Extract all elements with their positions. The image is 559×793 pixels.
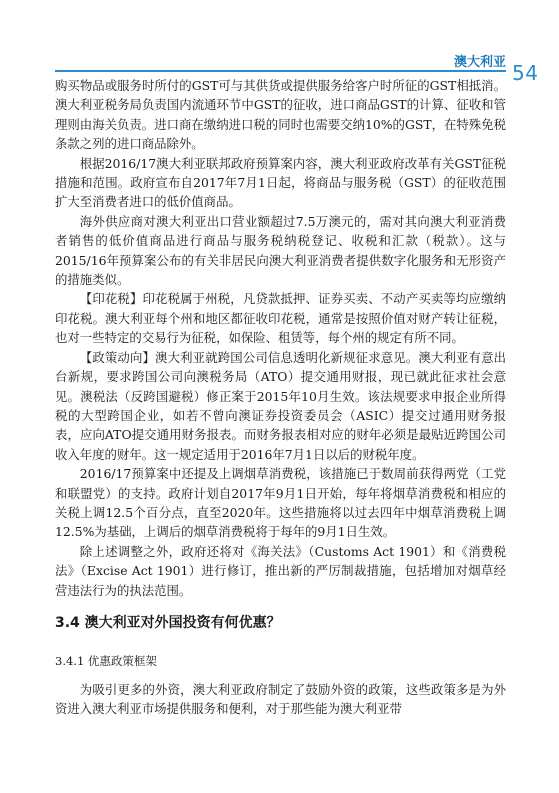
body-text — [55, 76, 506, 600]
paragraph-customs-act: 除上述调整之外，政府还将对《海关法》（Customs Act 1901）和《消费税法》（Excise Act 1901）进行修订，推出新的严厉制裁措施，包括增加对烟草经营违法行为的执法范围。 — [55, 543, 506, 598]
paragraph-policy-trends: 【政策动向】澳大利亚就跨国公司信息透明化新规征求意见。澳大利亚有意出台新规，要求跨国公司向澳税务局（ATO）提交通用财报，现已就此征求社会意见。澳税法（反跨国避税）修正案于2015年10月生效。该法规要求申报企业所得税的大型跨国企业，如若不曾向澳证券投资委员会（ASIC）提交过通用财务报表，应向ATO提交通用财务报表。而财务报表相对应的财年必须是最贴近跨国公司收入年度的财年。这一规定适用于2016年7月1日以后的财税年度。 — [55, 349, 506, 462]
section-heading: 3.4 澳大利亚对外国投资有何优惠？ — [55, 615, 281, 631]
subsection-heading: 3.4.1 优惠政策框架 — [55, 654, 157, 668]
paragraph-gst-offset: 购买物品或服务时所付的GST可与其供货或提供服务给客户时所征的GST相抵消。澳大利亚税务局负责国内流通环节中GST的征收，进口商品GST的计算、征收和管理则由海关负责。进口商在缴纳进口税的同时也需要交纳10%的GST，在特殊免税条款之列的进口商品除外。 — [55, 78, 506, 152]
paragraph-overseas-suppliers: 海外供应商对澳大利亚出口营业额超过7.5万澳元的，需对其向澳大利亚消费者销售的低价值商品进行商品与服务税纳税登记、收税和汇款（税款）。这与2015/16年预算案公布的有关非居民向澳大利亚消费者提供数字化服务和无形资产的措施类似。 — [55, 213, 506, 288]
intro-text — [55, 680, 506, 719]
page-number: 54 — [512, 61, 539, 85]
running-header: 澳大利亚 — [453, 55, 506, 70]
paragraph-foreign-investment: 为吸引更多的外资，澳大利亚政府制定了鼓励外资的政策，这些政策多是为外资进入澳大利亚市场提供服务和便利，对于那些能为澳大利亚带 — [55, 682, 506, 717]
paragraph-tobacco-excise: 2016/17预算案中还提及上调烟草消费税，该措施已于数周前获得两党（工党和联盟党）的支持。政府计划自2017年9月1日开始，每年将烟草消费税和相应的关税上调12.5个百分点，直至2020年。这些措施将以过去四年中烟草消费税上调12.5%为基础，上调后的烟草消费税将于每年的9月1日生效。 — [55, 466, 506, 540]
paragraph-budget-gst: 根据2016/17澳大利亚联邦政府预算案内容，澳大利亚政府改革有关GST征税措施和范围。政府宣布自2017年7月1日起，将商品与服务税（GST）的征收范围扩大至消费者进口的低价值商品。 — [55, 155, 506, 210]
header-rule — [55, 70, 506, 72]
paragraph-stamp-duty: 【印花税】印花税属于州税，凡贷款抵押、证券买卖、不动产买卖等均应缴纳印花税。澳大利亚每个州和地区都征收印花税，通常是按照价值对财产转让征税，也对一些特定的交易行为征税，如保险、租赁等，每个州的规定有所不同。 — [55, 291, 506, 346]
